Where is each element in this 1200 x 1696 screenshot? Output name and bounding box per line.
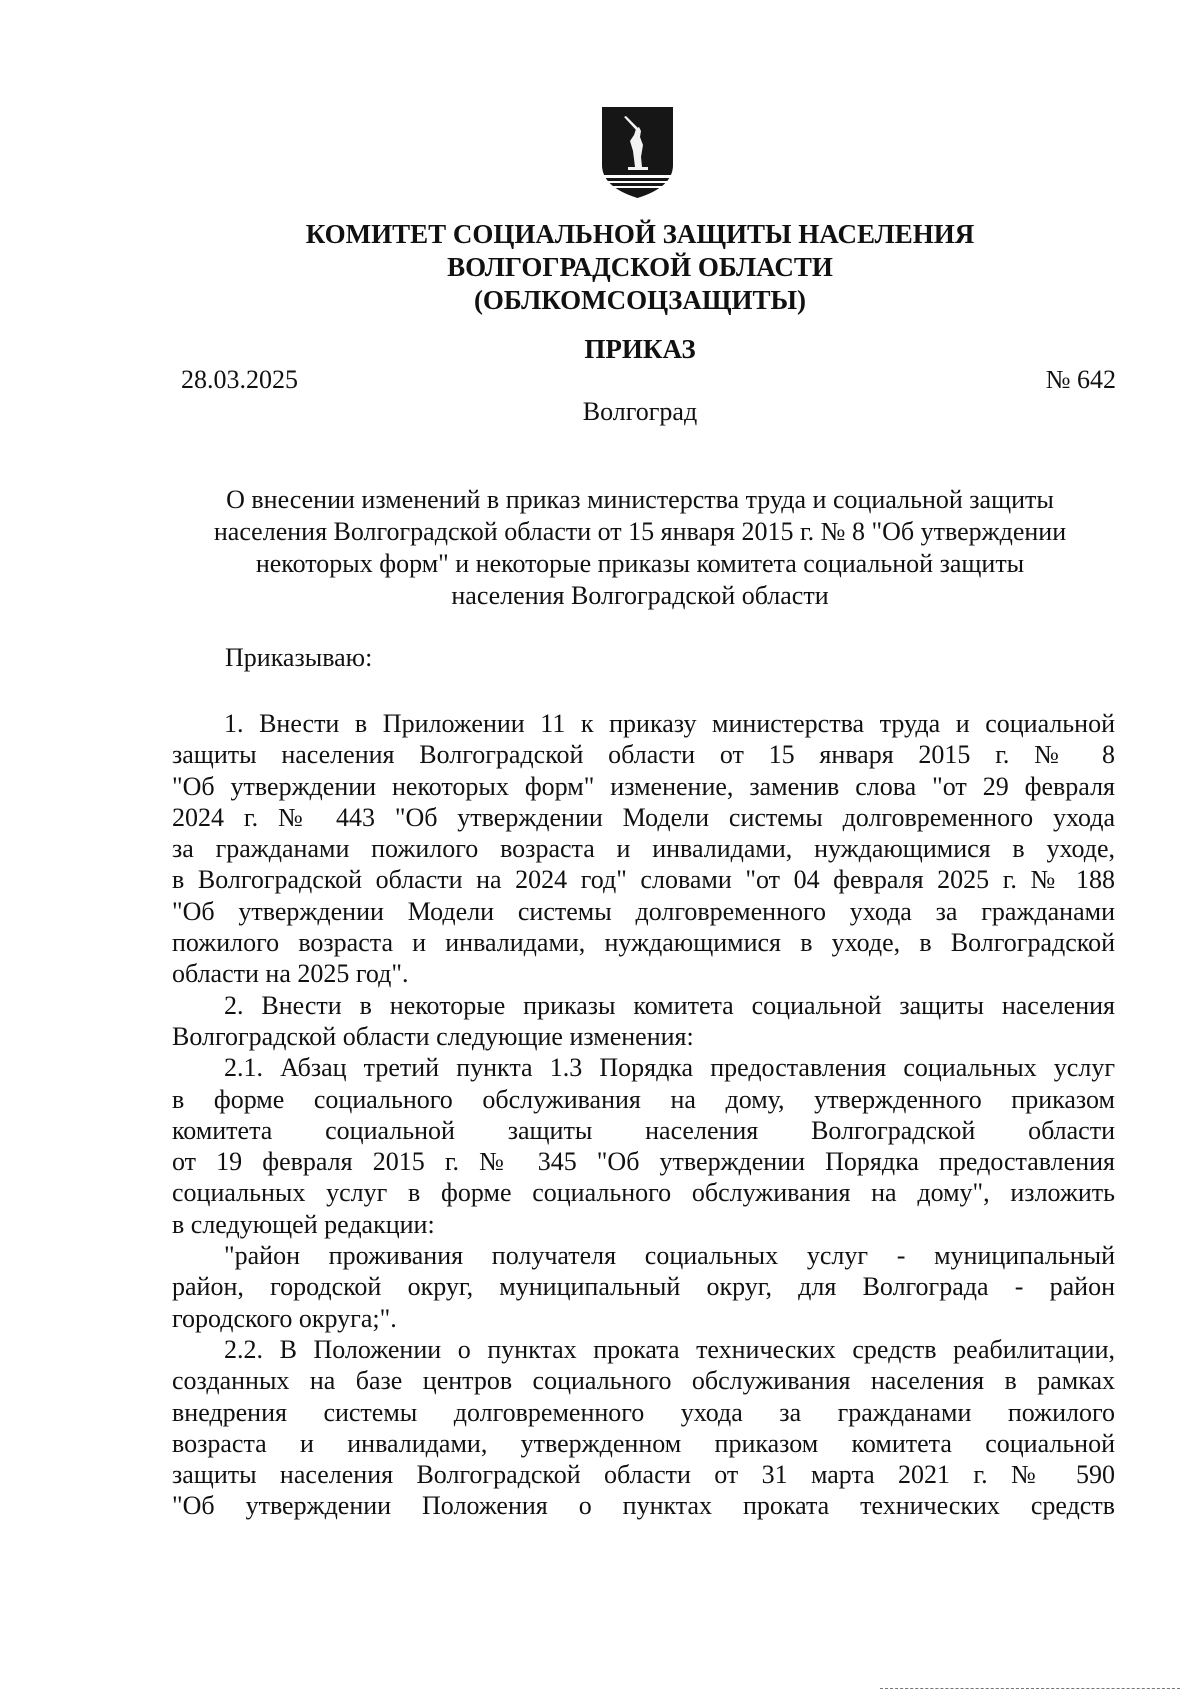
org-line: ВОЛГОГРАДСКОЙ ОБЛАСТИ <box>447 252 833 282</box>
paragraph-2-2 <box>172 1334 1115 1522</box>
body-line: 2. Внести в некоторые приказы комитета социальной защиты населения <box>224 990 1115 1020</box>
body-line: "район проживания получателя социальных услуг - муниципальный <box>224 1241 1115 1271</box>
body-line: городского округа;". <box>172 1303 397 1333</box>
body-line: защиты населения Волгоградской области от 31 марта 2021 г. № 590 <box>172 1460 1115 1490</box>
organization-name <box>150 218 1130 317</box>
subject-line: некоторых форм" и некоторые приказы комитета социальной защиты <box>255 549 1025 578</box>
command-word: Приказываю: <box>225 643 373 672</box>
body-line: 1. Внести в Приложении 11 к приказу министерства труда и социальной <box>224 709 1115 738</box>
body-line: район, городской округ, муниципальный округ, для Волгограда - район <box>172 1272 1115 1302</box>
paragraph-1 <box>172 708 1115 990</box>
body-line: от 19 февраля 2015 г. № 345 "Об утверждении Порядка предоставления <box>172 1147 1115 1177</box>
paragraph-2-1-quote <box>172 1240 1115 1334</box>
document-subject <box>160 484 1120 612</box>
document-city: Волгоград <box>582 397 698 426</box>
org-line: (ОБЛКОМСОЦЗАЩИТЫ) <box>473 285 807 315</box>
document-number: № 642 <box>1045 365 1116 394</box>
body-line: за гражданами пожилого возраста и инвалидами, нуждающимися в уходе, <box>172 834 1115 864</box>
document-type: ПРИКАЗ <box>584 334 696 364</box>
body-line: внедрения системы долговременного ухода за гражданами пожилого <box>172 1397 1115 1427</box>
body-line: 2024 г. № 443 "Об утверждении Модели системы долговременного ухода <box>172 802 1115 832</box>
body-line: в Волгоградской области на 2024 год" словами "от 04 февраля 2025 г. № 188 <box>172 865 1115 895</box>
paragraph-2-1 <box>172 1052 1115 1240</box>
body-line: созданных на базе центров социального обслуживания населения в рамках <box>172 1366 1115 1396</box>
body-line: комитета социальной защиты населения Волгоградской области <box>172 1115 1115 1145</box>
volgograd-region-emblem-icon <box>600 105 675 200</box>
subject-line: населения Волгоградской области <box>451 581 829 610</box>
body-line: "Об утверждении некоторых форм" изменение, заменив слова "от 29 февраля <box>172 771 1115 801</box>
body-line: возраста и инвалидами, утвержденном приказом комитета социальной <box>172 1428 1115 1458</box>
body-line: в следующей редакции: <box>172 1209 435 1239</box>
footer-divider <box>880 1688 1180 1689</box>
paragraph-2 <box>172 990 1115 1053</box>
body-line: защиты населения Волгоградской области от 15 января 2015 г. № 8 <box>172 740 1115 770</box>
org-line: КОМИТЕТ СОЦИАЛЬНОЙ ЗАЩИТЫ НАСЕЛЕНИЯ <box>305 219 975 249</box>
body-line: Волгоградской области следующие изменения: <box>172 1021 694 1051</box>
body-line: 2.2. В Положении о пунктах проката технических средств реабилитации, <box>224 1334 1115 1364</box>
document-date: 28.03.2025 <box>181 365 298 394</box>
body-line: "Об утверждении Модели системы долговременного ухода за гражданами <box>172 896 1115 926</box>
body-line: "Об утверждении Положения о пунктах проката технических средств <box>172 1491 1115 1521</box>
body-line: области на 2025 год". <box>172 959 409 989</box>
body-line: пожилого возраста и инвалидами, нуждающимися в уходе, в Волгоградской <box>172 928 1115 958</box>
subject-line: О внесении изменений в приказ министерства труда и социальной защиты <box>226 485 1054 514</box>
body-line: социальных услуг в форме социального обслуживания на дому", изложить <box>172 1178 1115 1208</box>
subject-line: населения Волгоградской области от 15 января 2015 г. № 8 "Об утверждении <box>213 517 1067 546</box>
document-body <box>172 708 1115 1522</box>
body-line: 2.1. Абзац третий пункта 1.3 Порядка предоставления социальных услуг <box>224 1053 1115 1083</box>
body-line: в форме социального обслуживания на дому, утвержденного приказом <box>172 1084 1115 1114</box>
